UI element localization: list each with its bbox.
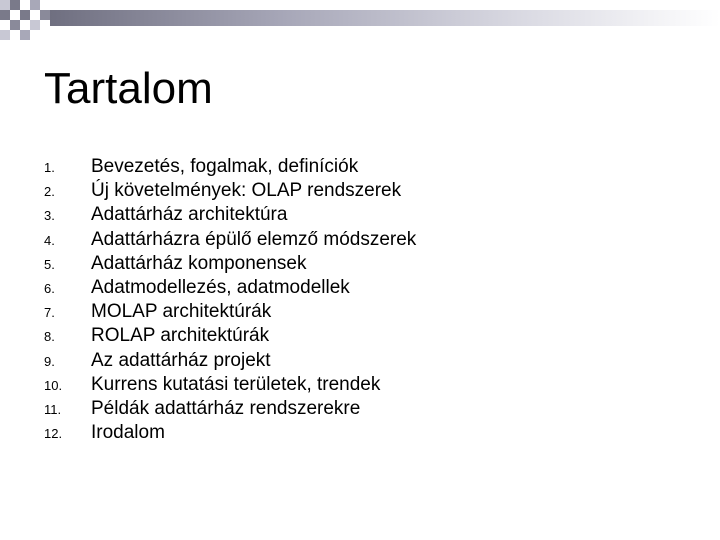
toc-item [44, 253, 416, 277]
toc-item-number: 11. [44, 401, 62, 417]
toc-item-text: Adattárház architektúra [91, 204, 288, 226]
toc-item-text: Az adattárház projekt [91, 349, 271, 371]
toc-item-number: 12. [44, 426, 63, 442]
toc-item [44, 156, 416, 180]
toc-item-text: Adatmodellezés, adatmodellek [91, 276, 350, 298]
toc-item [44, 350, 416, 374]
toc-item-text: Bevezetés, fogalmak, definíciók [91, 156, 359, 177]
toc-item [44, 374, 416, 398]
toc-item-text: Új követelmények: OLAP rendszerek [91, 180, 402, 202]
toc-item-text: Adattárház komponensek [91, 252, 307, 274]
toc-item-number: 8. [44, 329, 55, 345]
toc-item [44, 204, 416, 228]
toc-item-number: 2. [44, 184, 55, 200]
toc-item-text: ROLAP architektúrák [91, 325, 270, 347]
toc-item-number: 7. [44, 305, 55, 321]
toc-item-number: 4. [44, 232, 55, 248]
toc-item-text: Példák adattárház rendszerekre [91, 397, 361, 419]
toc-item-number: 9. [44, 353, 55, 369]
slide-title: Tartalom [44, 64, 213, 113]
corner-checker-decoration [0, 0, 50, 44]
toc-item-text: MOLAP architektúrák [91, 301, 272, 323]
toc-item [44, 422, 416, 446]
toc-item-number: 5. [44, 256, 55, 272]
toc-item-number: 1. [44, 160, 55, 175]
toc-item [44, 229, 416, 253]
toc-item [44, 180, 416, 204]
toc-item [44, 398, 416, 422]
toc-item-number: 6. [44, 280, 55, 296]
toc-item [44, 277, 416, 301]
toc-item-number: 10. [44, 377, 63, 393]
toc-item-text: Irodalom [91, 422, 165, 444]
toc-item [44, 325, 416, 349]
toc-item-number: 3. [44, 208, 55, 224]
toc-item [44, 301, 416, 325]
toc-item-text: Kurrens kutatási területek, trendek [91, 373, 381, 395]
header-gradient-band [50, 10, 720, 26]
table-of-contents [44, 156, 416, 446]
toc-item-text: Adattárházra épülő elemző módszerek [91, 228, 417, 250]
